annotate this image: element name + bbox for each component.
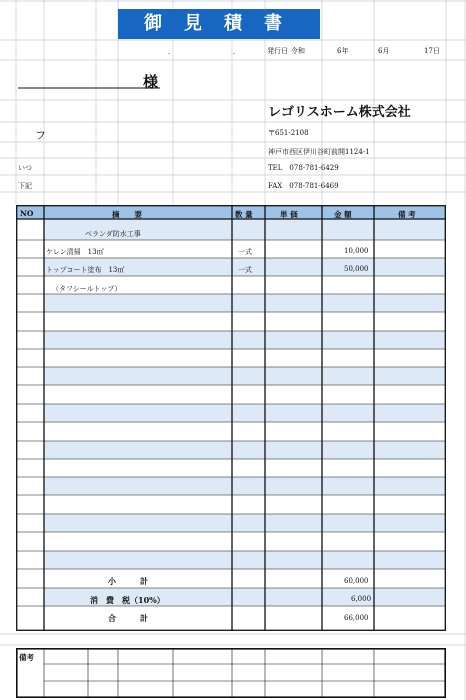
partial-label: 下記 (18, 182, 32, 190)
line-item-description: ケレン清掃 13㎡ (46, 248, 104, 256)
column-header-remarks: 備 考 (398, 210, 416, 219)
line-item-description: （タフシールトップ） (52, 285, 122, 293)
dot-mark: . (168, 48, 171, 56)
column-header-amount: 金 額 (334, 210, 352, 219)
company-name: レゴリスホーム株式会社 (268, 105, 411, 120)
partial-label: フ (35, 129, 46, 142)
company-tel: TEL 078-781-6429 (268, 164, 339, 172)
column-header-unit-price: 単 価 (280, 210, 298, 219)
issue-year: 6年 (337, 47, 349, 55)
issue-era: 令和 (291, 47, 305, 55)
issue-month: 6月 (378, 47, 390, 55)
line-item-amount: 10,000 (344, 247, 369, 255)
line-item-quantity: 一式 (238, 248, 252, 256)
line-item-description: トップコート塗布 13㎡ (46, 266, 125, 274)
remarks-box (16, 648, 446, 698)
total-value: 66,000 (344, 614, 369, 622)
issue-day: 17日 (424, 47, 440, 55)
remarks-label: 備考 (19, 653, 34, 662)
line-item-description: ベランダ防水工事 (85, 230, 141, 238)
issue-date-label: 発行日 (267, 47, 288, 55)
subtotal-label: 小 計 (108, 576, 148, 586)
tax-value: 6,000 (351, 595, 372, 603)
document-title: 御見積書 (118, 9, 320, 39)
subtotal-value: 60,000 (344, 577, 369, 585)
partial-label: いつ (18, 164, 32, 172)
line-item-quantity: 一式 (238, 266, 252, 274)
tax-label: 消 費 税（10%） (90, 595, 165, 605)
total-label: 合 計 (108, 613, 148, 623)
column-header-no: NO (20, 209, 34, 218)
dot-mark: . (233, 48, 236, 56)
company-fax: FAX 078-781-6469 (268, 182, 339, 190)
customer-suffix: 様 (143, 73, 159, 91)
company-address: 神戸市西区伊川谷町前開1124-1 (268, 148, 370, 156)
company-postal: 〒651-2108 (268, 129, 309, 137)
column-header-quantity: 数 量 (235, 210, 253, 219)
column-header-description: 摘 要 (112, 210, 142, 219)
line-item-amount: 50,000 (344, 265, 369, 273)
